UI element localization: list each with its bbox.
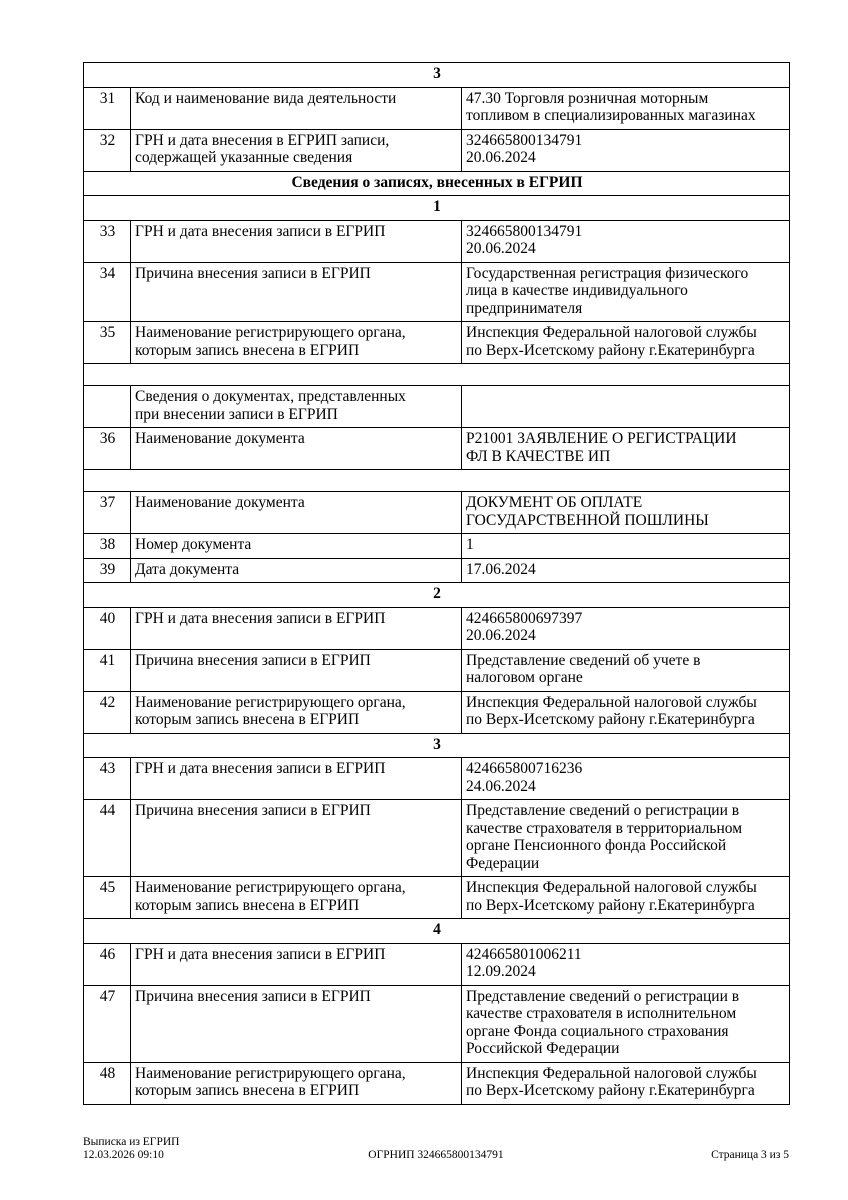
row-number-cell: 45 <box>84 877 131 919</box>
table-row <box>84 386 790 428</box>
row-value-cell <box>462 877 790 919</box>
row-value-cell <box>462 607 790 649</box>
section-header-row <box>84 196 790 221</box>
row-label-cell <box>131 262 462 322</box>
table-row <box>84 534 790 559</box>
row-label-line: которым запись внесена в ЕГРИП <box>135 896 360 914</box>
row-label-line: Код и наименование вида деятельности <box>135 89 397 107</box>
row-value-line: по Верх-Исетскому району г.Екатеринбурга <box>466 1082 755 1099</box>
row-label-cell <box>131 87 462 129</box>
row-number-cell: 47 <box>84 985 131 1062</box>
row-label-cell <box>131 322 462 364</box>
row-value-line: Инспекция Федеральной налоговой службы <box>466 1064 757 1082</box>
table-row <box>84 800 790 877</box>
row-value-cell <box>462 1062 790 1104</box>
footer-doc-type: Выписка из ЕГРИП <box>83 1136 180 1148</box>
row-value-cell <box>462 262 790 322</box>
row-value-cell <box>462 558 790 583</box>
spacer-row <box>84 364 790 386</box>
section-header-row <box>84 583 790 608</box>
row-value-line: 47.30 Торговля розничная моторным <box>466 89 709 107</box>
table-row <box>84 649 790 691</box>
row-label-line: ГРН и дата внесения записи в ЕГРИП <box>135 760 386 777</box>
row-number-cell: 32 <box>84 129 131 171</box>
row-label-line: Наименование документа <box>135 494 305 511</box>
spacer-row <box>84 470 790 492</box>
table-row <box>84 262 790 322</box>
row-value-line: 24.06.2024 <box>466 777 536 795</box>
table-row <box>84 492 790 534</box>
row-value-line: органе Пенсионного фонда Российской <box>466 837 727 854</box>
row-label-line: Причина внесения записи в ЕГРИП <box>135 264 371 282</box>
table-row <box>84 1062 790 1104</box>
table-row <box>84 558 790 583</box>
row-value-line: 20.06.2024 <box>466 240 536 257</box>
row-label-cell <box>131 943 462 985</box>
row-value-cell <box>462 691 790 733</box>
table-row <box>84 220 790 262</box>
row-value-cell <box>462 322 790 364</box>
footer-left-block <box>83 1136 304 1162</box>
footer-page-number: Страница 3 из 5 <box>711 1149 789 1161</box>
row-value-cell <box>462 87 790 129</box>
row-label-cell <box>131 649 462 691</box>
section-header-row <box>84 63 790 88</box>
row-value-line: ФЛ В КАЧЕСТВЕ ИП <box>466 447 611 465</box>
row-label-line: при внесении записи в ЕГРИП <box>135 405 338 423</box>
row-value-line: 20.06.2024 <box>466 149 536 166</box>
footer-ogrnip: ОГРНИП 324665800134791 <box>368 1149 504 1161</box>
row-number-cell: 40 <box>84 607 131 649</box>
row-value-cell <box>462 985 790 1062</box>
row-label-line: ГРН и дата внесения записи в ЕГРИП <box>135 945 386 963</box>
section-title: 2 <box>84 583 790 608</box>
row-label-line: Номер документа <box>135 536 252 553</box>
row-label-line: Причина внесения записи в ЕГРИП <box>135 802 371 819</box>
egrip-table-body <box>84 63 790 1105</box>
row-label-line: которым запись внесена в ЕГРИП <box>135 341 360 359</box>
row-label-line: Наименование регистрирующего органа, <box>135 324 406 341</box>
row-value-cell <box>462 943 790 985</box>
row-label-line: которым запись внесена в ЕГРИП <box>135 711 360 728</box>
row-value-line: ГОСУДАРСТВЕННОЙ ПОШЛИНЫ <box>466 511 709 529</box>
row-value-line: Федерации <box>466 854 540 872</box>
row-value-line: Инспекция Федеральной налоговой службы <box>466 324 757 341</box>
row-value-line: 1 <box>466 536 474 553</box>
row-label-cell <box>131 877 462 919</box>
row-label-line: ГРН и дата внесения в ЕГРИП записи, <box>135 131 390 149</box>
row-label-line: Наименование регистрирующего органа, <box>135 879 406 896</box>
table-row <box>84 129 790 171</box>
row-value-line: качестве страхователя в территориальном <box>466 819 743 837</box>
section-header-row <box>84 919 790 944</box>
row-label-cell <box>131 129 462 171</box>
table-row <box>84 691 790 733</box>
row-label-line: ГРН и дата внесения записи в ЕГРИП <box>135 222 386 240</box>
row-number-cell: 44 <box>84 800 131 877</box>
row-value-line: Р21001 ЗАЯВЛЕНИЕ О РЕГИСТРАЦИИ <box>466 430 737 447</box>
row-value-line: ДОКУМЕНТ ОБ ОПЛАТЕ <box>466 494 643 511</box>
row-label-line: содержащей указанные сведения <box>135 149 353 166</box>
row-value-cell <box>462 800 790 877</box>
row-number-cell: 48 <box>84 1062 131 1104</box>
row-label-line: Причина внесения записи в ЕГРИП <box>135 651 371 669</box>
spacer-cell <box>84 470 790 492</box>
row-value-line: по Верх-Исетскому району г.Екатеринбурга <box>466 341 755 359</box>
row-label-cell <box>131 220 462 262</box>
row-label-cell <box>131 758 462 800</box>
row-value-line: 424665800716236 <box>466 760 583 777</box>
row-value-line: топливом в специализированных магазинах <box>466 107 756 124</box>
row-value-line: 17.06.2024 <box>466 560 536 578</box>
table-row <box>84 877 790 919</box>
row-value-line: 12.09.2024 <box>466 963 536 980</box>
table-row <box>84 428 790 470</box>
row-value-line: качестве страхователя в исполнительном <box>466 1005 737 1022</box>
section-title: Сведения о записях, внесенных в ЕГРИП <box>84 171 790 196</box>
row-value-line: по Верх-Исетскому району г.Екатеринбурга <box>466 896 755 914</box>
row-number-cell: 33 <box>84 220 131 262</box>
row-label-cell <box>131 691 462 733</box>
row-value-line: органе Фонда социального страхования <box>466 1022 729 1040</box>
row-label-cell <box>131 985 462 1062</box>
row-value-cell <box>462 220 790 262</box>
section-header-row <box>84 171 790 196</box>
row-value-cell <box>462 534 790 559</box>
row-value-line: Государственная регистрация физического <box>466 264 749 282</box>
row-value-line: 20.06.2024 <box>466 627 536 644</box>
row-label-cell <box>131 558 462 583</box>
row-value-line: Инспекция Федеральной налоговой службы <box>466 693 757 711</box>
table-row <box>84 985 790 1062</box>
row-label-line: ГРН и дата внесения записи в ЕГРИП <box>135 609 386 627</box>
row-label-line: Наименование регистрирующего органа, <box>135 693 406 711</box>
row-value-line: лица в качестве индивидуального <box>466 282 688 299</box>
row-label-line: Причина внесения записи в ЕГРИП <box>135 987 371 1005</box>
row-label-line: которым запись внесена в ЕГРИП <box>135 1082 360 1099</box>
section-title: 3 <box>84 63 790 88</box>
egrip-table <box>83 62 790 1105</box>
footer <box>83 1136 789 1162</box>
row-value-line: 324665800134791 <box>466 222 583 240</box>
row-value-line: 424665801006211 <box>466 945 582 963</box>
row-value-line: Представление сведений о регистрации в <box>466 987 740 1005</box>
row-number-cell: 43 <box>84 758 131 800</box>
row-number-cell: 39 <box>84 558 131 583</box>
row-number-cell: 37 <box>84 492 131 534</box>
row-label-cell <box>131 428 462 470</box>
table-row <box>84 758 790 800</box>
table-row <box>84 943 790 985</box>
row-value-line: Инспекция Федеральной налоговой службы <box>466 879 757 896</box>
row-label-cell <box>131 1062 462 1104</box>
row-value-cell <box>462 758 790 800</box>
table-row <box>84 87 790 129</box>
row-value-cell <box>462 428 790 470</box>
row-value-line: Представление сведений об учете в <box>466 651 701 669</box>
row-label-cell <box>131 607 462 649</box>
table-row <box>84 607 790 649</box>
row-value-line: 424665800697397 <box>466 609 583 627</box>
row-value-cell <box>462 492 790 534</box>
row-number-cell: 35 <box>84 322 131 364</box>
row-value-line: по Верх-Исетскому району г.Екатеринбурга <box>466 711 755 728</box>
row-label-cell <box>131 800 462 877</box>
row-value-line: Представление сведений о регистрации в <box>466 802 740 819</box>
section-title: 4 <box>84 919 790 944</box>
row-value-cell <box>462 649 790 691</box>
row-label-cell <box>131 534 462 559</box>
table-row <box>84 322 790 364</box>
row-number-cell: 38 <box>84 534 131 559</box>
row-value-cell <box>462 129 790 171</box>
row-value-line: предпринимателя <box>466 299 583 317</box>
row-label-cell <box>131 492 462 534</box>
row-value-line: налоговом органе <box>466 669 583 686</box>
row-number-cell: 34 <box>84 262 131 322</box>
section-header-row <box>84 733 790 758</box>
row-label-line: Наименование документа <box>135 430 305 447</box>
section-title: 3 <box>84 733 790 758</box>
row-label-line: Сведения о документах, представленных <box>135 388 406 405</box>
section-title: 1 <box>84 196 790 221</box>
row-label-line: Дата документа <box>135 560 240 578</box>
row-number-cell: 46 <box>84 943 131 985</box>
row-number-cell: 36 <box>84 428 131 470</box>
row-number-cell: 42 <box>84 691 131 733</box>
row-number-cell <box>84 386 131 428</box>
row-label-cell <box>131 386 462 428</box>
row-value-line: 324665800134791 <box>466 131 583 149</box>
row-value-line: Российской Федерации <box>466 1040 620 1057</box>
row-number-cell: 41 <box>84 649 131 691</box>
footer-datetime: 12.03.2026 09:10 <box>83 1149 164 1161</box>
spacer-cell <box>84 364 790 386</box>
row-number-cell: 31 <box>84 87 131 129</box>
row-value-cell <box>462 386 790 428</box>
row-label-line: Наименование регистрирующего органа, <box>135 1064 406 1082</box>
